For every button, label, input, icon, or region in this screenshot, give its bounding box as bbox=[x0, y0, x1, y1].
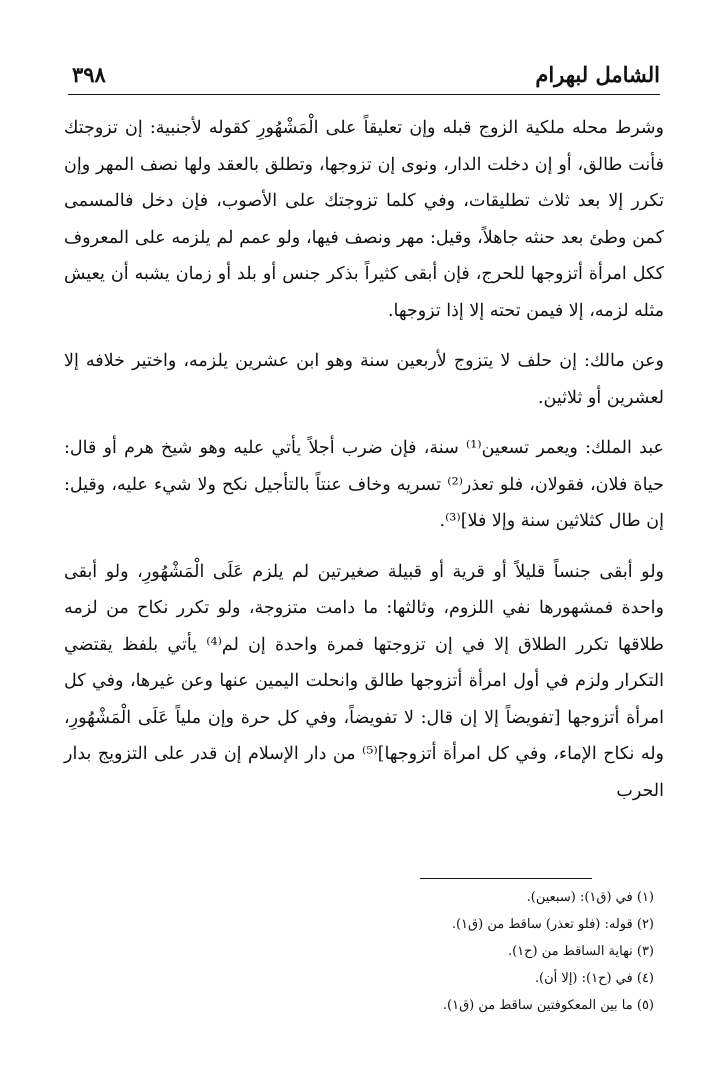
paragraph: وعن مالك: إن حلف لا يتزوج لأربعين سنة وهو ابن عشرين يلزمه، واختير خلافه إلا لعشرين أو ثلاثين. bbox=[64, 351, 664, 408]
footnote: (٤) في (ح١): (إلا أن). bbox=[534, 971, 654, 986]
footnote: (٣) نهاية الساقط من (ح١). bbox=[507, 944, 654, 959]
footnotes bbox=[214, 884, 654, 1019]
main-text bbox=[64, 110, 664, 823]
footnote-separator bbox=[420, 878, 592, 879]
header-rule bbox=[68, 94, 660, 95]
paragraph: ولو أبقى جنساً قليلاً أو قرية أو قبيلة صغيرتين لم يلزم عَلَى الْمَشْهُورِ، ولو أبقى واحدة فمشهورها نفي اللزوم، وثالثها: ما دامت متزوجة، ولو تكرر نكاح من لزمه طلاقها تكرر الطلاق إلا في إن تزوجتها فمرة واحدة إن لم⁽⁴⁾ يأتي بلفظ يقتضي التكرار ولزم في أول امرأة أتزوجها طالق وانحلت اليمين عنها وعن غيرها، وفي كل امرأة أتزوجها [تفويضاً إلا إن قال: لا تفويضاً، وفي كل حرة وإن ملياً عَلَى الْمَشْهُورِ، وله نكاح الإماء، وفي كل امرأة أتزوجها]⁽⁵⁾ من دار الإسلام إن قدر على التزويج بدار الحرب bbox=[64, 561, 664, 801]
running-title: الشامل لبهرام bbox=[535, 62, 660, 87]
footnote: (٥) ما بين المعكوفتين ساقط من (ق١). bbox=[442, 998, 654, 1013]
footnote: (٢) قوله: (فلو تعذر) ساقط من (ق١). bbox=[451, 917, 654, 932]
page-number: ٣٩٨ bbox=[72, 62, 106, 87]
paragraph: وشرط محله ملكية الزوج قبله وإن تعليقاً على الْمَشْهُورِ كقوله لأجنبية: إن تزوجتك فأنت طالق، أو إن دخلت الدار، ونوى إن تزوجها، وتطلق بالعقد ولها نصف المهر وإن تكرر إلا بعد ثلاث تطليقات، وفي كلما تزوجتك على الأصوب، فإن دخل فالمسمى كمن وطئ بعد حنثه جاهلاً، وقيل: مهر ونصف فيها، ولو عمم لم يلزمه على المعروف ككل امرأة أتزوجها للحرج، فإن أبقى كثيراً بذكر جنس أو بلد أو زمان يشبه أن يعيش مثله لزمه، إلا فيمن تحته إلا إذا تزوجها. bbox=[64, 118, 664, 321]
footnote: (١) في (ق١): (سبعين). bbox=[526, 890, 654, 905]
paragraph: عبد الملك: ويعمر تسعين⁽¹⁾ سنة، فإن ضرب أجلاً يأتي عليه وهو شيخ هرم أو قال: حياة فلان، فقولان، فلو تعذر⁽²⁾ تسريه وخاف عنتاً بالتأجيل نكح ولا شيء عليه، وقيل: إن طال كثلاثين سنة وإلا فلا]⁽³⁾. bbox=[64, 438, 665, 531]
page-header bbox=[68, 56, 660, 96]
